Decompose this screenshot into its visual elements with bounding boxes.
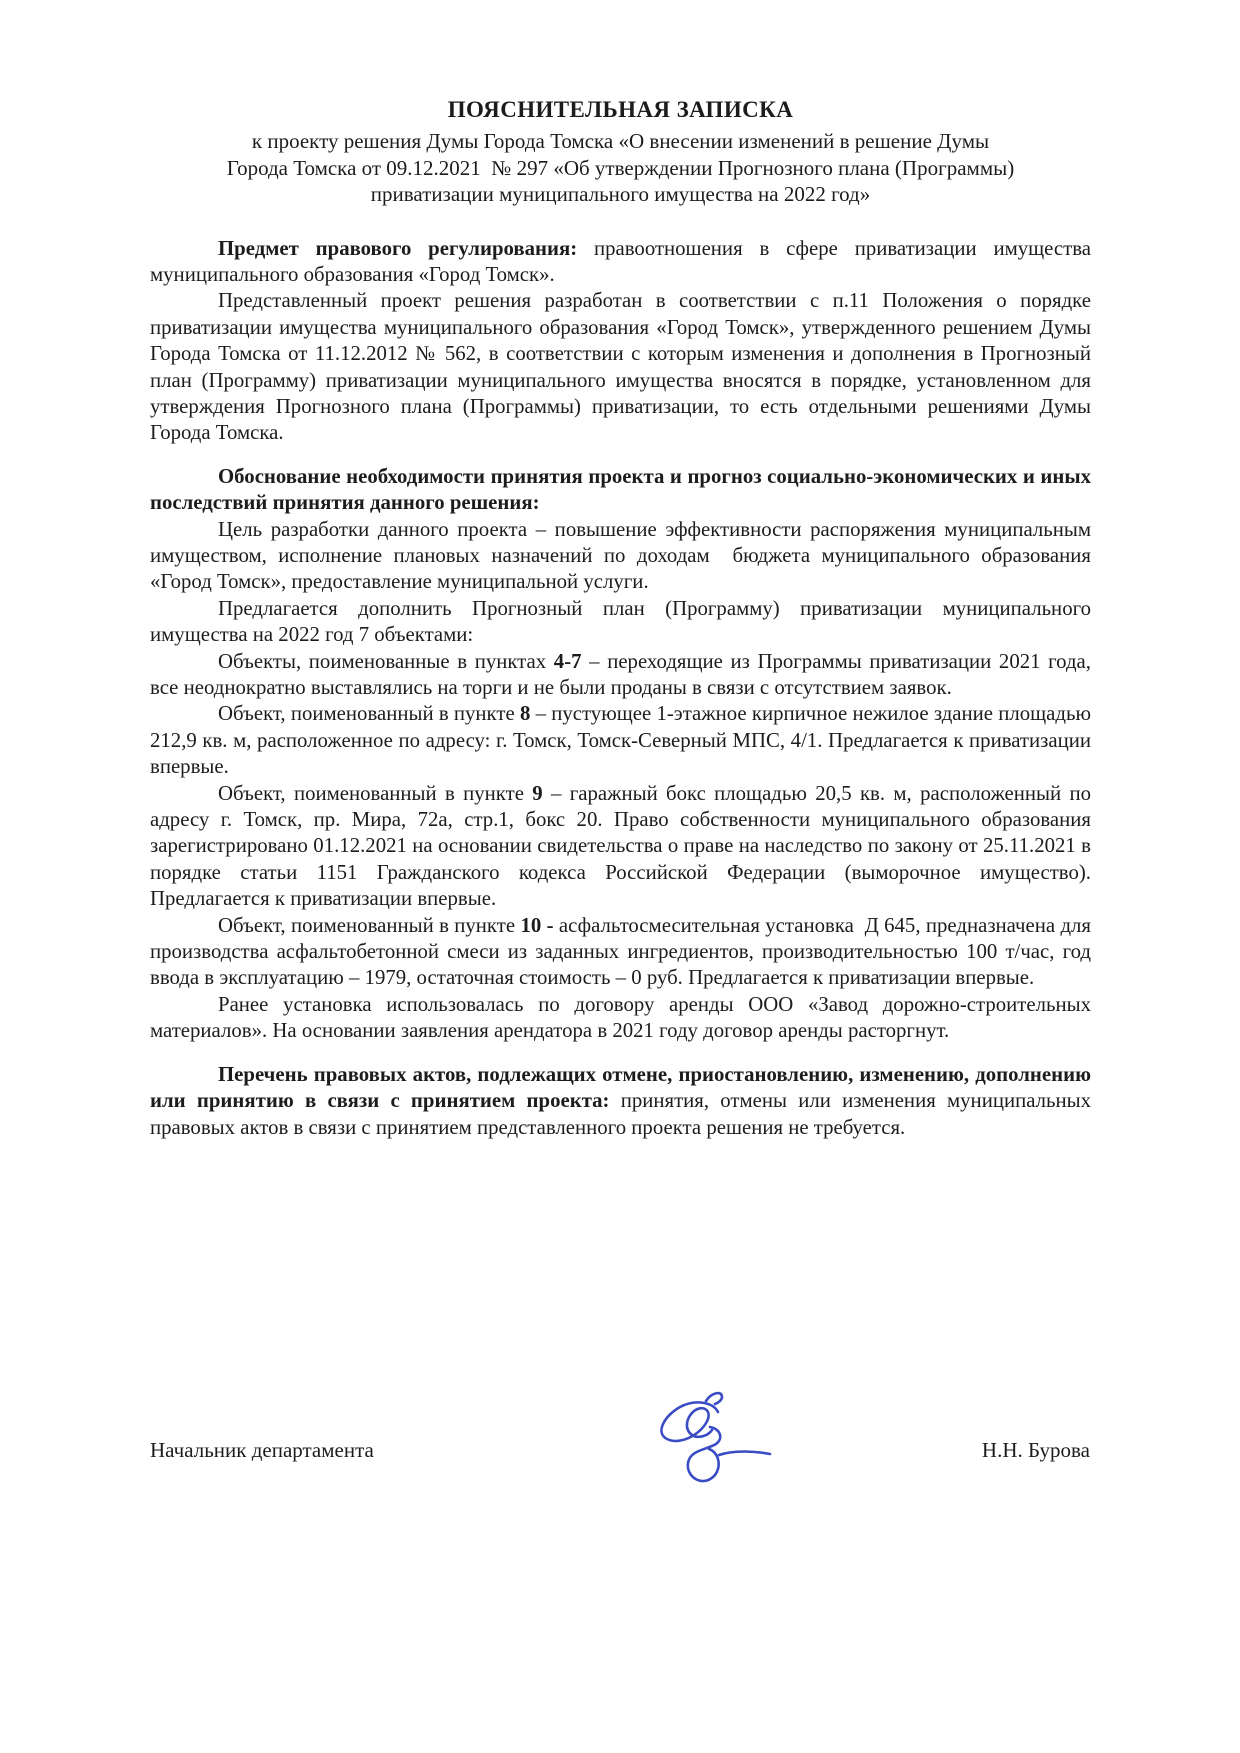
bold-run: Обоснование необходимости принятия проекта и прогноз социально-экономических и иных последствий принятия данного решения: (150, 464, 1091, 515)
document-content (150, 96, 1091, 1141)
text-run: правоотношения в сфере приватизации имущества муниципального образования «Город Томск». (150, 236, 1091, 286)
paragraph (150, 781, 1091, 913)
subtitle-line: Города Томска от 09.12.2021 № 297 «Об утверждении Прогнозного плана (Программы) (226, 155, 1015, 180)
bold-run: Перечень правовых актов, подлежащих отмене, приостановлению, изменению, дополнению или принятию в связи с принятием проекта: (150, 1062, 1091, 1113)
text-run: Предлагается дополнить Прогнозный план (Программу) приватизации муниципального имущества на 2022 год 7 объектами: (150, 596, 1091, 647)
subtitle (150, 128, 1091, 208)
bold-run: Предмет правового регулирования: (218, 236, 594, 260)
text-run: Цель разработки данного проекта – повышение эффективности распоряжения муниципальным имуществом, исполнение плановых назначений по доходам бюджета муниципального образования «Город Томск», предоставление муниципальной услуги. (150, 517, 1091, 594)
signatory-name: Н.Н. Бурова (981, 1438, 1090, 1462)
signature-ink (618, 1388, 788, 1503)
text-run: Представленный проект решения разработан в соответствии с п.11 Положения о порядке приватизации имущества муниципального образования «Город Томск», утвержденного решением Думы Города Томска от 11.12.2012 № 562, в соответствии с которым изменения и дополнения в Прогнозный план (Программу) приватизации муниципального имущества вносятся в порядке, установленном для утверждения Прогнозного плана (Программы) приватизации, то есть отдельными решениями Думы Города Томска. (150, 289, 1091, 445)
paragraph (150, 649, 1091, 702)
page-title: ПОЯСНИТЕЛЬНАЯ ЗАПИСКА (447, 97, 794, 122)
paragraph (150, 992, 1091, 1045)
paragraph (150, 596, 1091, 649)
document-body (150, 236, 1091, 1141)
text-run: Объект, поименованный в пункте (218, 781, 533, 805)
text-run: – переходящие из Программы приватизации 2021 года, все неоднократно выставлялись на торги и не были проданы в связи с отсутствием заявок. (150, 649, 1091, 699)
paragraph (150, 464, 1091, 517)
paragraph (150, 517, 1091, 596)
subtitle-line: к проекту решения Думы Города Томска «О внесении изменений в решение Думы (251, 129, 990, 153)
subtitle-line: приватизации муниципального имущества на 2022 год» (370, 182, 871, 206)
paragraph (150, 288, 1091, 446)
text-run: Ранее установка использовалась по договору аренды ООО «Завод дорожно-строительных материалов». На основании заявления арендатора в 2021 году договор аренды расторгнут. (150, 992, 1091, 1043)
text-run: Объекты, поименованные в пунктах (218, 649, 554, 673)
text-run: Объект, поименованный в пункте (218, 702, 520, 726)
bold-run: 4-7 (553, 649, 582, 673)
paragraph (150, 236, 1091, 289)
text-run: принятия, отмены или изменения муниципальных правовых актов в связи с принятием представленного проекта решения не требуется. (150, 1089, 1091, 1139)
paragraph (150, 1062, 1091, 1141)
paragraph (150, 701, 1091, 780)
text-run: Объект, поименованный в пункте (218, 913, 521, 937)
text-run: асфальтосмесительная установка Д 645, предназначена для производства асфальтобетонной смеси из заданных ингредиентов, производительностью 100 т/час, год ввода в эксплуатацию – 1979, остаточная стоимость – 0 руб. Предлагается к приватизации впервые. (150, 913, 1091, 990)
signature-left-label: Начальник департамента (150, 1438, 374, 1462)
text-run: – пустующее 1-этажное кирпичное нежилое здание площадью 212,9 кв. м, расположенное по адресу: г. Томск, Томск-Северный МПС, 4/1. Предлагается к приватизации впервые. (150, 702, 1092, 779)
bold-run: 10 - (520, 913, 554, 937)
bold-run: 9 (532, 781, 543, 805)
paragraph (150, 913, 1091, 992)
bold-run: 8 (519, 702, 531, 726)
text-run: – гаражный бокс площадью 20,5 кв. м, расположенный по адресу г. Томск, пр. Мира, 72а, стр.1, бокс 20. Право собственности муниципального образования зарегистрировано 01.12.2021 на основании свидетельства о праве на наследство по закону от 25.11.2021 в порядке статьи 1151 Гражданского кодекса Российской Федерации (выморочное имущество). Предлагается к приватизации впервые. (150, 781, 1091, 911)
